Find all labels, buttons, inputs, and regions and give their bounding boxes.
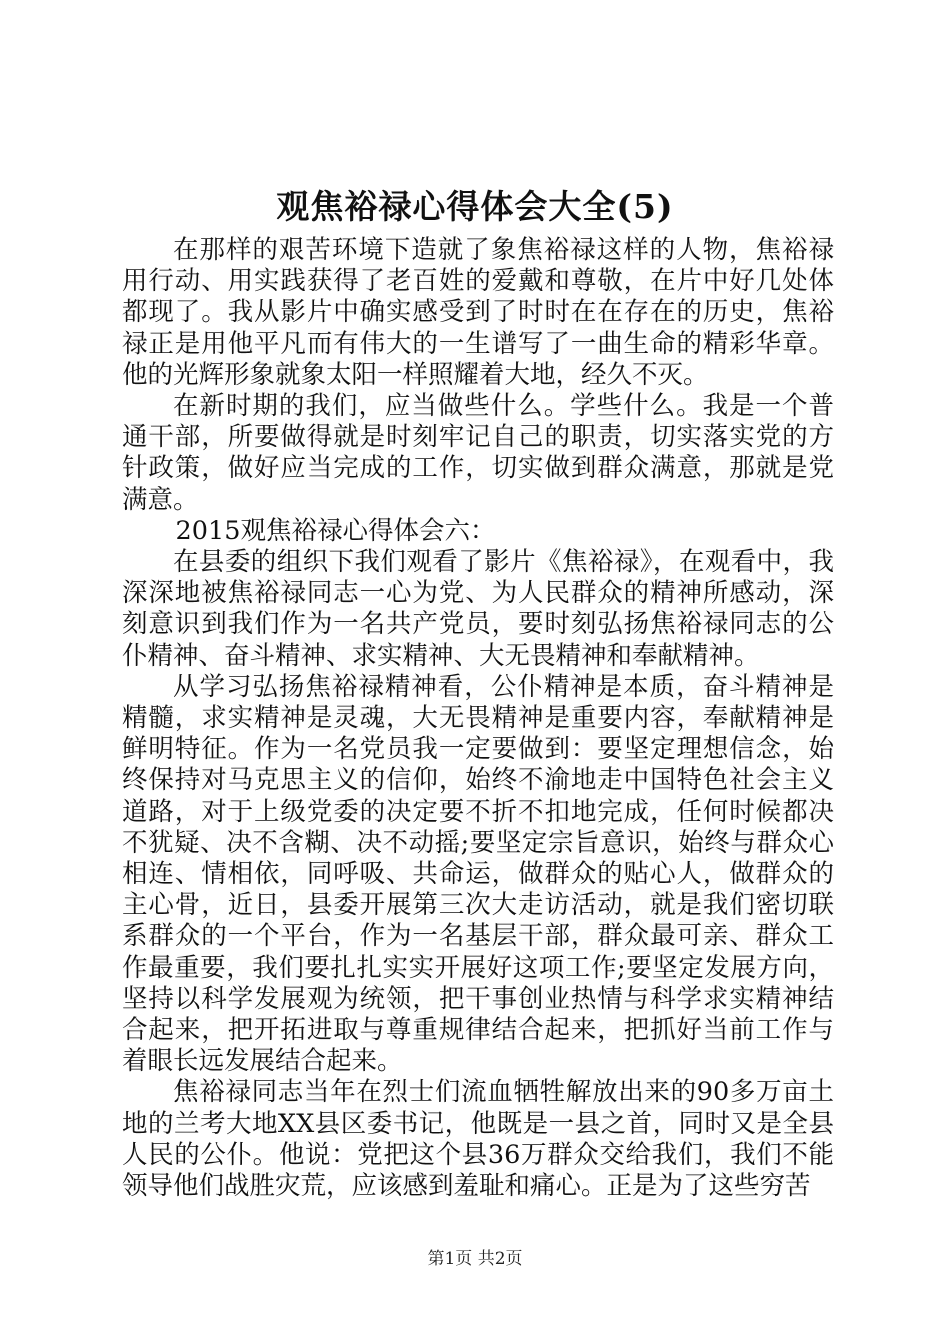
page-footer: 第1页 共2页 (427, 1249, 523, 1269)
document-body (122, 235, 834, 1202)
document-title: 观焦裕禄心得体会大全(5) (276, 187, 674, 226)
section-heading: 2015观焦裕禄心得体会六： (175, 515, 496, 546)
paragraph-2: 在新时期的我们，应当做些什么。学些什么。我是一个普通干部，所要做得就是时刻牢记自己的职责，切实落实党的方针政策，做好应当完成的工作，切实做到群众满意，那就是党满意。 (122, 391, 834, 515)
paragraph-5: 焦裕禄同志当年在烈士们流血牺牲解放出来的90多万亩土地的兰考大地XX县区委书记，他既是一县之首，同时又是全县人民的公仆。他说：党把这个县36万群众交给我们，我们不能领导他们战胜灾荒，应该感到羞耻和痛心。正是为了这些穷苦 (122, 1077, 834, 1202)
paragraph-1: 在那样的艰苦环境下造就了象焦裕禄这样的人物，焦裕禄用行动、用实践获得了老百姓的爱戴和尊敬，在片中好几处体都现了。我从影片中确实感受到了时时在在存在的历史，焦裕禄正是用他平凡而有伟大的一生谱写了一曲生命的精彩华章。他的光辉形象就象太阳一样照耀着大地，经久不灭。 (122, 235, 834, 390)
paragraph-4: 从学习弘扬焦裕禄精神看，公仆精神是本质，奋斗精神是精髓，求实精神是灵魂，大无畏精神是重要内容，奉献精神是鲜明特征。作为一名党员我一定要做到：要坚定理想信念，始终保持对马克思主义的信仰，始终不渝地走中国特色社会主义道路，对于上级党委的决定要不折不扣地完成，任何时候都决不犹疑、决不含糊、决不动摇;要坚定宗旨意识，始终与群众心相连、情相依，同呼吸、共命运，做群众的贴心人，做群众的主心骨，近日，县委开展第三次大走访活动，就是我们密切联系群众的一个平台，作为一名基层干部，群众最可亲、群众工作最重要，我们要扎扎实实开展好这项工作;要坚定发展方向，坚持以科学发展观为统领，把干事创业热情与科学求实精神结合起来，把开拓进取与尊重规律结合起来，把抓好当前工作与着眼长远发展结合起来。 (122, 671, 834, 1077)
paragraph-3: 在县委的组织下我们观看了影片《焦裕禄》，在观看中，我深深地被焦裕禄同志一心为党、为人民群众的精神所感动，深刻意识到我们作为一名共产党员，要时刻弘扬焦裕禄同志的公仆精神、奋斗精神、求实精神、大无畏精神和奉献精神。 (122, 547, 834, 671)
